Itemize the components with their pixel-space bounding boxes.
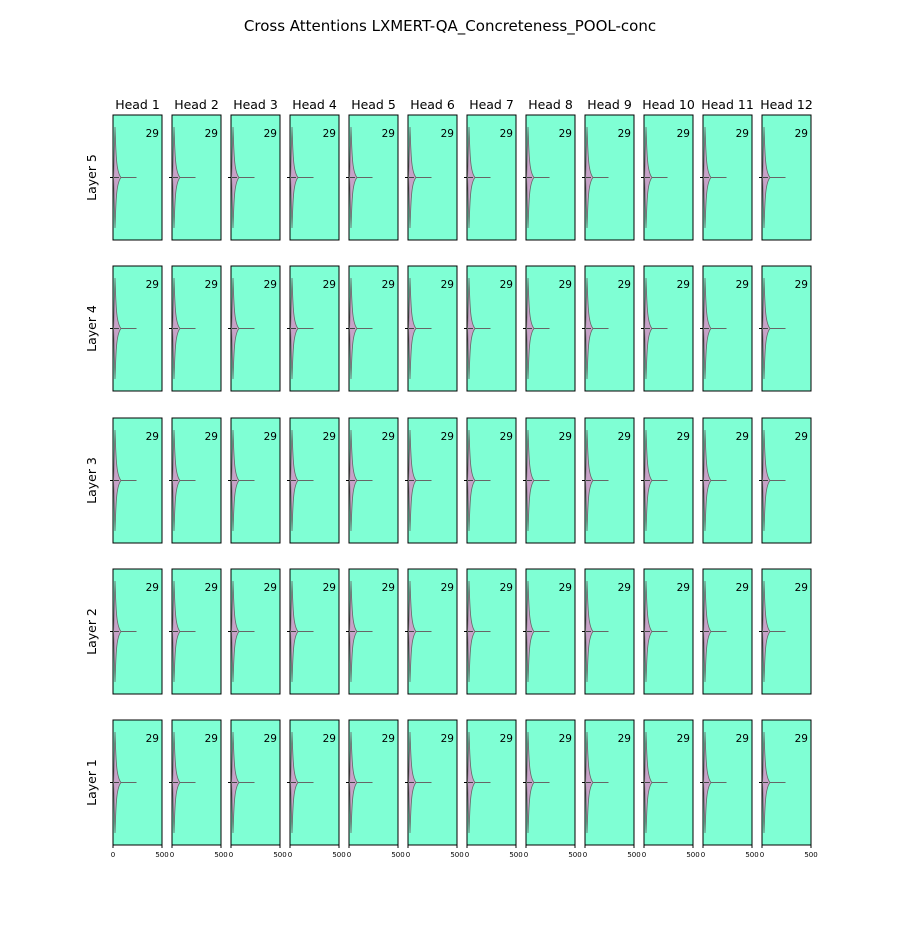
facet-panel xyxy=(405,569,457,694)
x-tick-label: 500 xyxy=(745,851,759,859)
facet-panel xyxy=(287,266,339,391)
facet-panel xyxy=(228,115,280,240)
x-tick-label: 500 xyxy=(686,851,700,859)
column-header: Head 12 xyxy=(760,97,813,112)
facet-panel xyxy=(641,115,693,240)
facet-panel xyxy=(169,418,221,543)
facet-panel xyxy=(228,266,280,391)
facet-panel xyxy=(228,418,280,543)
x-tick-label: 0 xyxy=(110,851,116,859)
count-label: 29 xyxy=(263,128,277,140)
count-label: 29 xyxy=(794,582,808,594)
facet-panel xyxy=(523,569,575,694)
facet-panel xyxy=(464,720,523,859)
count-label: 29 xyxy=(145,279,159,291)
facet-panel xyxy=(582,720,641,859)
count-label: 29 xyxy=(558,582,572,594)
count-label: 29 xyxy=(676,279,690,291)
count-label: 29 xyxy=(499,279,513,291)
facet-panel xyxy=(523,720,582,859)
facet-panel xyxy=(228,720,287,859)
facet-panel xyxy=(405,418,457,543)
x-tick-label: 0 xyxy=(759,851,765,859)
count-label: 29 xyxy=(263,279,277,291)
column-header: Head 10 xyxy=(642,97,695,112)
count-label: 29 xyxy=(204,582,218,594)
count-label: 29 xyxy=(204,128,218,140)
count-label: 29 xyxy=(440,128,454,140)
x-tick-label: 0 xyxy=(405,851,411,859)
facet-panel xyxy=(464,569,516,694)
count-label: 29 xyxy=(735,582,749,594)
row-label: Layer 3 xyxy=(84,457,99,504)
x-tick-label: 500 xyxy=(391,851,405,859)
count-label: 29 xyxy=(263,733,277,745)
x-tick-label: 500 xyxy=(509,851,523,859)
facet-panel xyxy=(582,418,634,543)
count-label: 29 xyxy=(617,279,631,291)
row-label: Layer 1 xyxy=(84,759,99,806)
facet-panel xyxy=(110,115,162,240)
count-label: 29 xyxy=(676,431,690,443)
facet-panel xyxy=(346,418,398,543)
x-tick-label: 500 xyxy=(627,851,641,859)
count-label: 29 xyxy=(145,733,159,745)
count-label: 29 xyxy=(145,582,159,594)
count-label: 29 xyxy=(499,431,513,443)
count-label: 29 xyxy=(558,128,572,140)
count-label: 29 xyxy=(499,128,513,140)
facet-panel xyxy=(759,266,811,391)
count-label: 29 xyxy=(735,279,749,291)
x-tick-label: 500 xyxy=(804,851,818,859)
column-header: Head 1 xyxy=(115,97,160,112)
facet-panel xyxy=(700,418,752,543)
count-label: 29 xyxy=(558,733,572,745)
x-tick-label: 500 xyxy=(332,851,346,859)
row-label: Layer 2 xyxy=(84,608,99,655)
facet-panel xyxy=(464,115,516,240)
count-label: 29 xyxy=(440,431,454,443)
count-label: 29 xyxy=(794,279,808,291)
facet-panel xyxy=(464,418,516,543)
facet-panel xyxy=(110,418,162,543)
facet-panel xyxy=(523,266,575,391)
facet-panel xyxy=(464,266,516,391)
count-label: 29 xyxy=(617,431,631,443)
count-label: 29 xyxy=(381,279,395,291)
facet-panel xyxy=(700,720,759,859)
count-label: 29 xyxy=(322,582,336,594)
count-label: 29 xyxy=(381,431,395,443)
facet-panel xyxy=(169,569,221,694)
chart-title: Cross Attentions LXMERT-QA_Concreteness_POOL-conc xyxy=(243,17,657,35)
x-tick-label: 0 xyxy=(700,851,706,859)
count-label: 29 xyxy=(558,279,572,291)
count-label: 29 xyxy=(617,733,631,745)
facet-panel xyxy=(228,569,280,694)
count-label: 29 xyxy=(381,128,395,140)
facet-panel xyxy=(110,569,162,694)
x-tick-label: 0 xyxy=(464,851,470,859)
facet-panel xyxy=(287,720,346,859)
count-label: 29 xyxy=(558,431,572,443)
facet-panel xyxy=(582,569,634,694)
column-header: Head 8 xyxy=(528,97,573,112)
count-label: 29 xyxy=(322,431,336,443)
x-tick-label: 500 xyxy=(214,851,228,859)
column-header: Head 7 xyxy=(469,97,514,112)
facet-panel xyxy=(759,115,811,240)
facet-panel xyxy=(346,115,398,240)
count-label: 29 xyxy=(676,582,690,594)
count-label: 29 xyxy=(794,128,808,140)
facet-grid xyxy=(84,97,818,859)
x-tick-label: 0 xyxy=(346,851,352,859)
column-header: Head 2 xyxy=(174,97,219,112)
facet-panel xyxy=(641,720,700,859)
facet-panel xyxy=(287,569,339,694)
count-label: 29 xyxy=(794,733,808,745)
count-label: 29 xyxy=(617,128,631,140)
count-label: 29 xyxy=(263,582,277,594)
facet-panel xyxy=(169,720,228,859)
count-label: 29 xyxy=(735,431,749,443)
facet-panel xyxy=(759,569,811,694)
count-label: 29 xyxy=(381,582,395,594)
count-label: 29 xyxy=(322,733,336,745)
column-header: Head 11 xyxy=(701,97,754,112)
facet-panel xyxy=(405,266,457,391)
count-label: 29 xyxy=(676,128,690,140)
facet-panel xyxy=(287,115,339,240)
count-label: 29 xyxy=(735,128,749,140)
column-header: Head 5 xyxy=(351,97,396,112)
x-tick-label: 0 xyxy=(228,851,234,859)
facet-panel xyxy=(700,266,752,391)
facet-panel xyxy=(700,569,752,694)
facet-panel xyxy=(346,266,398,391)
facet-panel xyxy=(110,720,169,859)
count-label: 29 xyxy=(440,582,454,594)
facet-panel xyxy=(641,418,693,543)
count-label: 29 xyxy=(204,733,218,745)
count-label: 29 xyxy=(263,431,277,443)
count-label: 29 xyxy=(617,582,631,594)
facet-panel xyxy=(641,266,693,391)
count-label: 29 xyxy=(499,733,513,745)
facet-panel xyxy=(641,569,693,694)
count-label: 29 xyxy=(204,431,218,443)
count-label: 29 xyxy=(676,733,690,745)
facet-panel xyxy=(110,266,162,391)
column-header: Head 3 xyxy=(233,97,278,112)
facet-panel xyxy=(405,115,457,240)
x-tick-label: 0 xyxy=(582,851,588,859)
facet-panel xyxy=(169,115,221,240)
facet-panel xyxy=(346,569,398,694)
facet-panel xyxy=(759,418,811,543)
column-header: Head 4 xyxy=(292,97,337,112)
count-label: 29 xyxy=(145,128,159,140)
row-label: Layer 4 xyxy=(84,305,99,352)
facet-panel xyxy=(582,266,634,391)
count-label: 29 xyxy=(204,279,218,291)
row-label: Layer 5 xyxy=(84,154,99,201)
x-tick-label: 500 xyxy=(450,851,464,859)
count-label: 29 xyxy=(381,733,395,745)
facet-panel xyxy=(169,266,221,391)
facet-panel xyxy=(700,115,752,240)
count-label: 29 xyxy=(322,128,336,140)
count-label: 29 xyxy=(322,279,336,291)
count-label: 29 xyxy=(499,582,513,594)
x-tick-label: 500 xyxy=(155,851,169,859)
x-tick-label: 0 xyxy=(169,851,175,859)
count-label: 29 xyxy=(735,733,749,745)
x-tick-label: 0 xyxy=(523,851,529,859)
count-label: 29 xyxy=(440,279,454,291)
x-tick-label: 500 xyxy=(273,851,287,859)
facet-panel xyxy=(759,720,818,859)
facet-panel xyxy=(346,720,405,859)
column-header: Head 6 xyxy=(410,97,455,112)
count-label: 29 xyxy=(440,733,454,745)
count-label: 29 xyxy=(145,431,159,443)
column-header: Head 9 xyxy=(587,97,632,112)
facet-panel xyxy=(523,115,575,240)
facet-panel xyxy=(405,720,464,859)
facet-panel xyxy=(523,418,575,543)
x-tick-label: 0 xyxy=(287,851,293,859)
facet-panel xyxy=(287,418,339,543)
count-label: 29 xyxy=(794,431,808,443)
x-tick-label: 500 xyxy=(568,851,582,859)
x-tick-label: 0 xyxy=(641,851,647,859)
facet-panel xyxy=(582,115,634,240)
